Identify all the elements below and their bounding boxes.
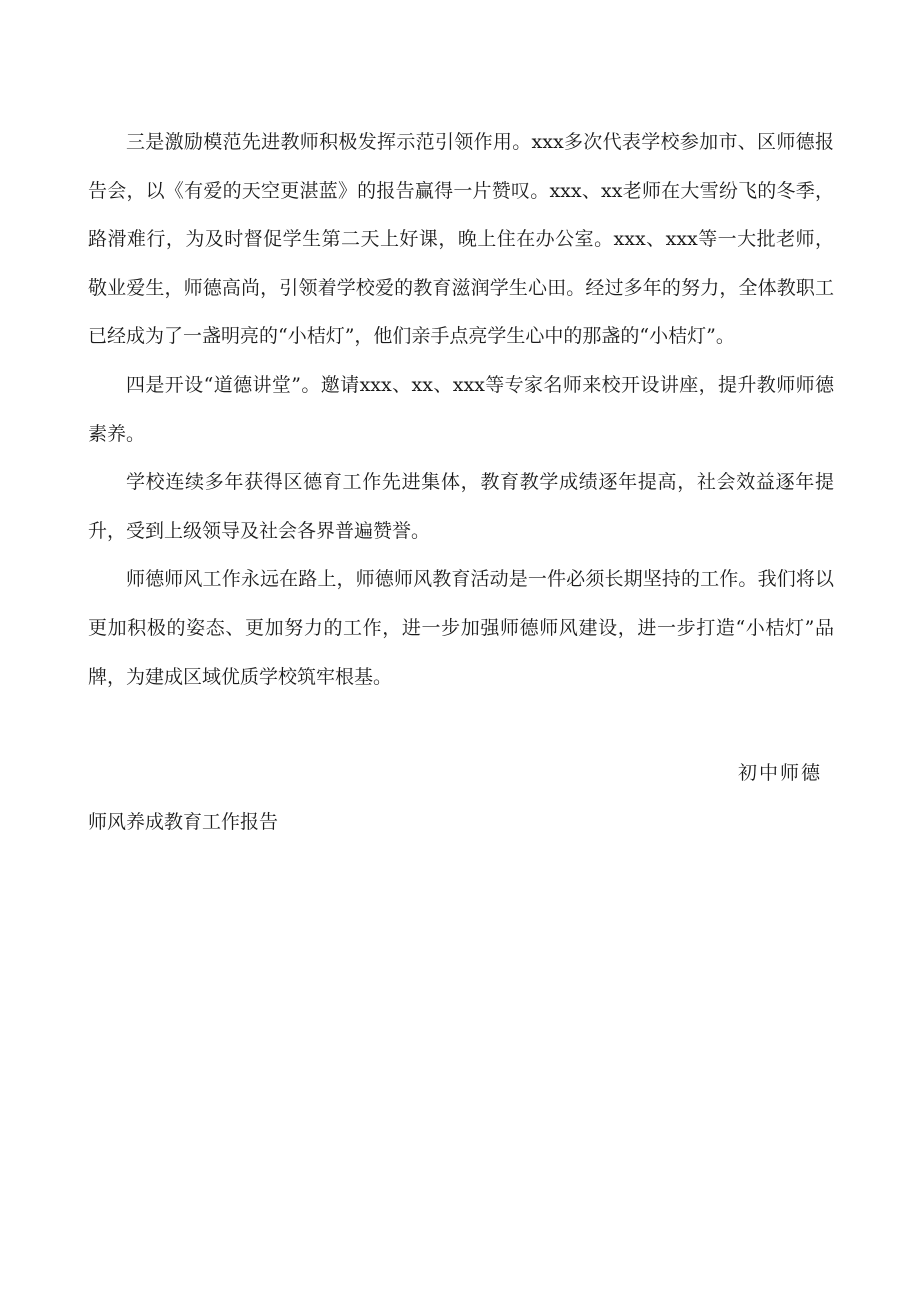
paragraph-moral-lecture: 四是开设“道德讲堂”。邀请xxx、xx、xxx等专家名师来校开设讲座，提升教师师德素养。: [88, 373, 834, 445]
paragraph-conclusion: 师德师风工作永远在路上，师德师风教育活动是一件必须长期坚持的工作。我们将以更加积极的姿态、更加努力的工作，进一步加强师德师风建设，进一步打造“小桔灯”品牌，为建成区域优质学校筑牢根基。: [88, 568, 834, 688]
signature-line-1: 初中师德: [737, 762, 822, 785]
signature-line-2: 师风养成教育工作报告: [88, 810, 279, 833]
paragraph-role-models: 三是激励模范先进教师积极发挥示范引领作用。xxx多次代表学校参加市、区师德报告会，以《有爱的天空更湛蓝》的报告赢得一片赞叹。xxx、xx老师在大雪纷飞的冬季，路滑难行，为及时督促学生第二天上好课，晚上住在办公室。xxx、xxx等一大批老师，敬业爱生，师德高尚，引领着学校爱的教育滋润学生心田。经过多年的努力，全体教职工已经成为了一盏明亮的“小桔灯”，他们亲手点亮学生心中的那盏的“小桔灯”。: [88, 131, 834, 348]
document-body: [88, 118, 834, 846]
paragraph-achievements: 学校连续多年获得区德育工作先进集体，教育教学成绩逐年提高，社会效益逐年提升，受到上级领导及社会各界普遍赞誉。: [88, 471, 834, 542]
